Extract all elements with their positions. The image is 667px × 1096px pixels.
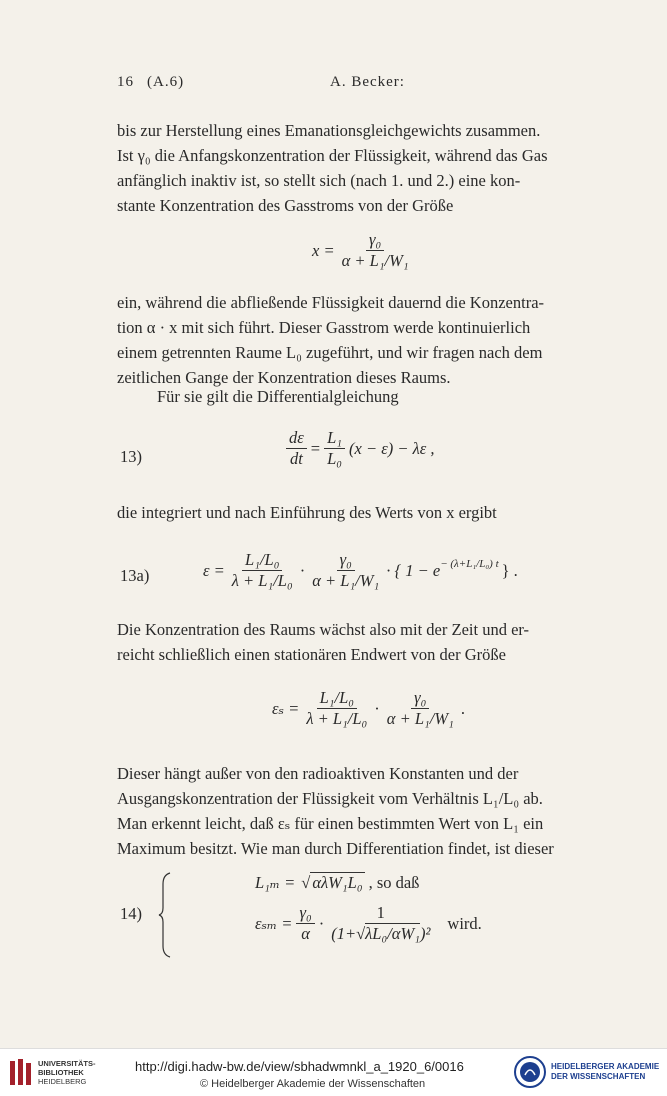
text-line: Ist γ₀ die Anfangskonzentration der Flüssigkeit, während das Gas	[117, 146, 548, 165]
equals-sign: =	[310, 438, 321, 458]
eq-rhs-rest: (x − ε) − λε ,	[349, 438, 435, 458]
fraction-numerator: γ₀	[366, 230, 384, 251]
running-head-author: A. Becker:	[330, 74, 405, 90]
fraction-numerator: L₁/L₀	[317, 688, 357, 709]
academy-seal-icon	[514, 1055, 546, 1089]
text-line: stante Konzentration des Gasstroms von der Größe	[117, 196, 454, 215]
text-line: anfänglich inaktiv ist, so stellt sich (nach 1. und 2.) eine kon-	[117, 171, 521, 190]
fraction-numerator: L₁	[324, 428, 345, 449]
fraction-numerator: dε	[286, 428, 307, 449]
fraction	[328, 903, 433, 944]
den-close: )²	[419, 924, 431, 943]
equation-14-line-2	[255, 903, 482, 944]
eq-lhs: ε =	[203, 560, 225, 580]
fraction	[286, 428, 307, 469]
logo-line: BIBLIOTHEK	[38, 1067, 84, 1077]
logo-line: UNIVERSITÄTS-	[38, 1058, 96, 1068]
ub-heidelberg-logo[interactable]	[8, 1057, 96, 1087]
exp-term: · { 1 − e	[386, 560, 441, 580]
text-line: Man erkennt leicht, daß εₛ für einen bestimmten Wert von L₁ ein	[117, 814, 544, 833]
ub-logo-text	[38, 1059, 96, 1086]
fraction-numerator: γ₀	[411, 688, 429, 709]
text-line: Maximum besitzt. Wie man durch Differentiation findet, ist dieser	[117, 839, 554, 858]
equation-number-13a: 13a)	[120, 566, 150, 585]
fraction	[324, 428, 345, 469]
sqrt-sign: √	[301, 872, 311, 892]
hadw-logo[interactable]	[514, 1055, 659, 1089]
text-line: reicht schließlich einen stationären Endwert von der Größe	[117, 645, 506, 664]
period: .	[460, 698, 465, 718]
paragraph-6	[117, 761, 627, 861]
equation-13a	[203, 550, 518, 591]
eq-lhs: εₛₘ =	[255, 913, 293, 933]
fraction-denominator	[328, 924, 433, 944]
fraction-numerator: L₁/L₀	[242, 550, 282, 571]
equation-14-line-1	[255, 872, 419, 893]
equation-es	[272, 688, 465, 729]
fraction	[309, 550, 382, 591]
fraction-denominator: α + L₁/W₁	[312, 571, 380, 590]
text-line: Ausgangskonzentration der Flüssigkeit vom Verhältnis L₁/L₀ ab.	[117, 789, 543, 808]
text-line: tion α · x mit sich führt. Dieser Gasstrom werde kontinuierlich	[117, 318, 531, 337]
dot-operator: ·	[299, 560, 306, 580]
text-line: bis zur Herstellung eines Emanationsgleichgewichts zusammen.	[117, 121, 541, 140]
logo-line: DER WISSENSCHAFTEN	[551, 1072, 646, 1081]
fraction-denominator: α + L₁/W₁	[341, 251, 409, 270]
fraction-denominator: λ + L₁/L₀	[306, 709, 368, 728]
permalink-url[interactable]: http://digi.hadw-bw.de/view/sbhadwmnkl_a_1920_6/0016	[135, 1059, 464, 1074]
closing-brace: } .	[501, 560, 518, 580]
radicand: αλW₁L₀	[312, 873, 363, 892]
exponent: − (λ+L₁/L₀) t	[440, 557, 499, 570]
radicand: λL₀/αW₁	[365, 924, 420, 943]
fraction-denominator: dt	[289, 449, 303, 468]
sqrt-sign: √	[356, 924, 366, 943]
equation-x	[312, 230, 416, 271]
university-library-icon	[8, 1057, 34, 1087]
dot-operator: ·	[374, 698, 380, 718]
fraction-numerator: γ₀	[296, 903, 314, 924]
fraction	[296, 903, 314, 944]
hadw-logo-text	[551, 1062, 659, 1082]
equation-number-14: 14)	[120, 904, 142, 923]
fraction	[339, 230, 412, 271]
fraction	[384, 688, 457, 729]
paragraph-4: die integriert und nach Einführung des Werts von x ergibt	[117, 503, 497, 522]
logo-line: HEIDELBERG	[38, 1076, 87, 1086]
fraction	[229, 550, 296, 591]
curly-brace-icon	[158, 872, 172, 958]
viewer-footer	[0, 1048, 667, 1096]
fraction	[303, 688, 370, 729]
eq-tail: wird.	[447, 913, 482, 933]
section-label: (A.6)	[147, 74, 185, 90]
paragraph-5	[117, 617, 627, 667]
text-line: einem getrennten Raume L₀ zugeführt, und wir fragen nach dem	[117, 343, 543, 362]
text-line: Dieser hängt außer von den radioaktiven Konstanten und der	[117, 764, 519, 783]
fraction-denominator: α	[301, 924, 310, 943]
paragraph-3: Für sie gilt die Differentialgleichung	[157, 387, 399, 406]
page-number: 16	[117, 74, 134, 90]
equation-number-13: 13)	[120, 447, 142, 466]
equation-13	[282, 428, 434, 469]
text-line: ein, während die abfließende Flüssigkeit dauernd die Konzentra-	[117, 293, 545, 312]
fraction-numerator: γ₀	[337, 550, 355, 571]
eq-lhs: x =	[312, 240, 335, 260]
dot-operator: ·	[318, 913, 325, 933]
eq-lhs: εₛ =	[272, 698, 300, 718]
den-open: (1+	[331, 924, 357, 943]
fraction-denominator: λ + L₁/L₀	[231, 571, 293, 590]
fraction-denominator: α + L₁/W₁	[386, 709, 454, 728]
text-line: Die Konzentration des Raums wächst also mit der Zeit und er-	[117, 620, 530, 639]
fraction-numerator: 1	[374, 903, 388, 924]
text-line: zeitlichen Gange der Konzentration dieses Raums.	[117, 368, 451, 387]
paragraph-1	[117, 118, 627, 218]
fraction-denominator: L₀	[327, 449, 342, 468]
copyright-notice: © Heidelberger Akademie der Wissenschaften	[200, 1078, 426, 1090]
eq-tail: , so daß	[368, 872, 420, 892]
paragraph-2	[117, 290, 627, 390]
logo-line: HEIDELBERGER AKADEMIE	[551, 1062, 660, 1071]
eq-lhs: L₁ₘ =	[255, 872, 296, 892]
